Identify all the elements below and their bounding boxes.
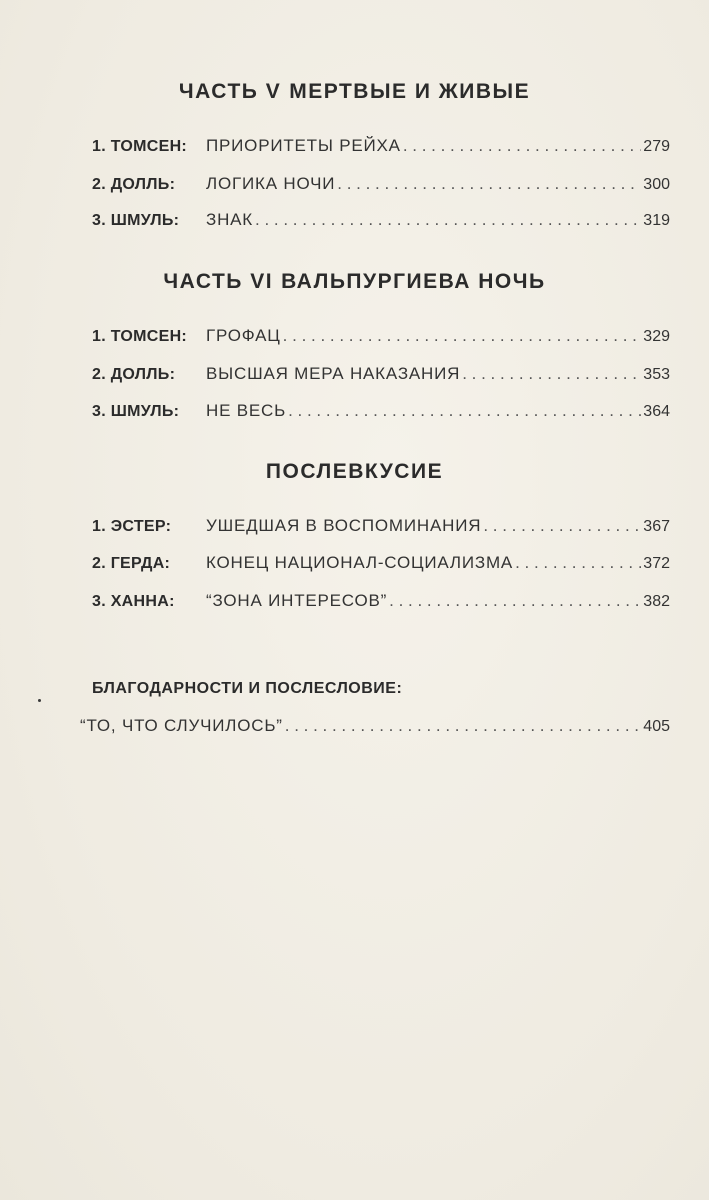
part-name: ВАЛЬПУРГИЕВА НОЧЬ [281,270,546,293]
toc-page-number: 300 [643,176,670,193]
toc-chapter-title: УШЕДШАЯ В ВОСПОМИНАНИЯ [206,516,482,535]
toc-narrator: 3. ШМУЛЬ: [92,403,180,420]
toc-page-number: 405 [643,718,670,735]
toc-page-number: 279 [643,138,670,155]
toc-narrator: 2. ДОЛЛЬ: [92,366,176,383]
toc-page-number: 367 [643,518,670,535]
toc-entry[interactable] [92,401,670,427]
toc-leader-dots [255,210,641,230]
toc-narrator: 3. ШМУЛЬ: [92,212,180,229]
toc-narrator: 1. ЭСТЕР: [92,518,172,535]
part-vi-heading [0,270,709,294]
toc-chapter-title: ЛОГИКА НОЧИ [206,174,336,193]
thanks-heading: БЛАГОДАРНОСТИ И ПОСЛЕСЛОВИЕ: [92,680,403,697]
toc-page-number: 353 [643,366,670,383]
toc-chapter-title: НЕ ВЕСЬ [206,401,287,420]
part-name: ПОСЛЕВКУСИЕ [265,460,444,483]
toc-chapter-title: ПРИОРИТЕТЫ РЕЙХА [206,136,401,155]
aftertaste-heading [0,460,709,484]
toc-chapter-title: ВЫСШАЯ МЕРА НАКАЗАНИЯ [206,364,461,383]
toc-entry[interactable] [92,326,670,352]
part-name: МЕРТВЫЕ И ЖИВЫЕ [289,80,531,103]
toc-chapter-title: КОНЕЦ НАЦИОНАЛ-СОЦИАЛИЗМА [206,553,514,572]
toc-leader-dots [483,516,641,536]
toc-entry[interactable] [92,136,670,162]
part-number: ЧАСТЬ V [178,80,282,103]
toc-entry[interactable] [92,210,670,236]
toc-page-number: 364 [643,403,670,420]
toc-leader-dots [283,326,642,346]
toc-chapter-title: “ЗОНА ИНТЕРЕСОВ” [206,591,388,610]
part-v-heading [0,80,709,104]
toc-page-number: 319 [643,212,670,229]
toc-narrator: 2. ГЕРДА: [92,555,171,572]
toc-narrator: 1. ТОМСЕН: [92,138,188,155]
toc-leader-dots [515,553,641,573]
toc-page-number: 329 [643,328,670,345]
toc-leader-dots [462,364,641,384]
toc-leader-dots [288,401,641,421]
toc-page-number: 382 [643,593,670,610]
toc-chapter-title: “ТО, ЧТО СЛУЧИЛОСЬ” [80,716,283,735]
toc-chapter-title: ГРОФАЦ [206,326,281,345]
toc-entry-afterword[interactable] [80,716,670,742]
part-number: ЧАСТЬ VI [163,270,274,293]
toc-chapter-title: ЗНАК [206,210,253,229]
toc-narrator: 1. ТОМСЕН: [92,328,188,345]
toc-leader-dots [403,136,641,156]
toc-leader-dots [337,174,641,194]
toc-entry[interactable] [92,174,670,200]
toc-entry[interactable] [92,591,670,617]
toc-leader-dots [285,716,642,736]
toc-narrator: 3. ХАННА: [92,593,175,610]
toc-page-number: 372 [643,555,670,572]
toc-entry[interactable] [92,553,670,579]
toc-entry[interactable] [92,364,670,390]
paper-speck [38,699,41,702]
toc-entry[interactable] [92,516,670,542]
toc-narrator: 2. ДОЛЛЬ: [92,176,176,193]
toc-leader-dots [389,591,641,611]
